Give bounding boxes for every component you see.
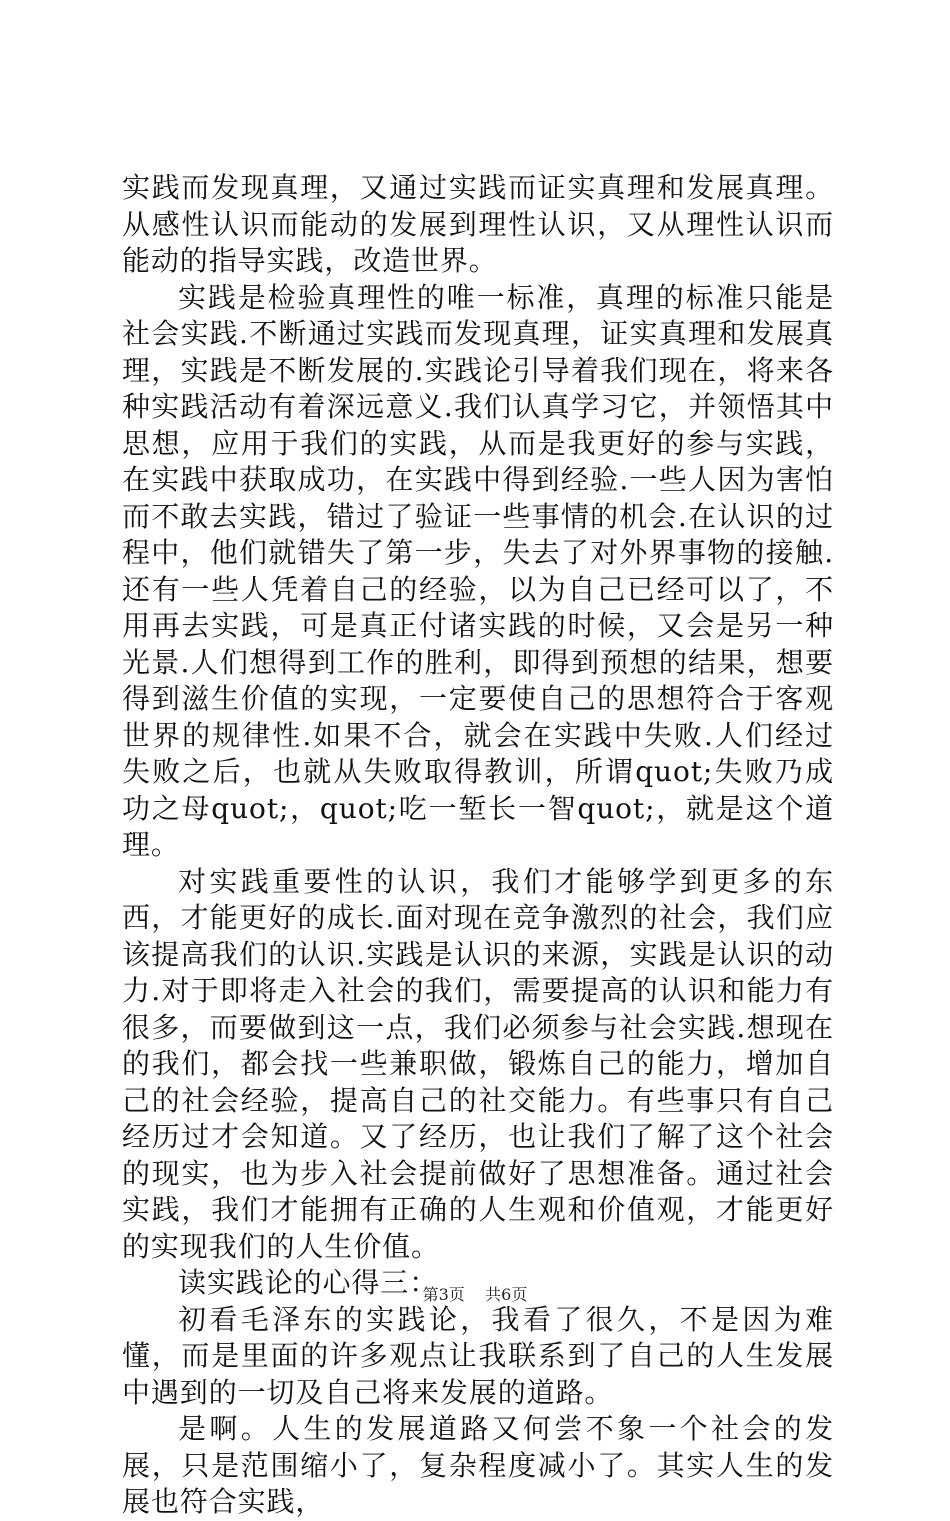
paragraph-practice-importance: 对实践重要性的认识，我们才能够学到更多的东西，才能更好的成长.面对现在竞争激烈的社会，我们应该提高我们的认识.实践是认识的来源，实践是认识的动力.对于即将走入社会的我们，需要提高的认识和能力有很多，而要做到这一点，我们必须参与社会实践.想现在的我们，都会找一些兼职做，锻炼自己的能力，增加自己的社会经验，提高自己的社交能力。有些事只有自己经历过才会知道。又了经历，也让我们了解了这个社会的现实，也为步入社会提前做好了思想准备。通过社会实践，我们才能拥有正确的人生观和价值观，才能更好的实现我们的人生价值。 bbox=[122, 864, 834, 1263]
document-body bbox=[122, 170, 834, 1521]
paragraph-first-reading: 初看毛泽东的实践论，我看了很久，不是因为难懂，而是里面的许多观点让我联系到了自己的人生发展中遇到的一切及自己将来发展的道路。 bbox=[122, 1302, 834, 1409]
paragraph-practice-truth: 实践是检验真理性的唯一标准，真理的标准只能是社会实践.不断通过实践而发现真理，证实真理和发展真理，实践是不断发展的.实践论引导着我们现在，将来各种实践活动有着深远意义.我们认真学习它，并领悟其中思想，应用于我们的实践，从而是我更好的参与实践，在实践中获取成功，在实践中得到经验.一些人因为害怕而不敢去实践，错过了验证一些事情的机会.在认识的过程中，他们就错失了第一步，失去了对外界事物的接触.还有一些人凭着自己的经验，以为自己已经可以了，不用再去实践，可是真正付诸实践的时候，又会是另一种光景.人们想得到工作的胜利，即得到预想的结果，想要得到滋生价值的实现，一定要使自己的思想符合于客观世界的规律性.如果不合，就会在实践中失败.人们经过失败之后，也就从失败取得教训，所谓quot;失败乃成功之母quot;，quot;吃一堑长一智quot;，就是这个道理。 bbox=[122, 280, 834, 861]
page-footer bbox=[0, 1282, 950, 1305]
paragraph-life-development: 是啊。人生的发展道路又何尝不象一个社会的发展，只是范围缩小了，复杂程度减小了。其实人生的发展也符合实践， bbox=[122, 1412, 834, 1518]
page-number: 第3页 bbox=[422, 1285, 465, 1304]
section-heading: 读实践论的心得三： bbox=[178, 1266, 439, 1299]
paragraph-continuation: 实践而发现真理，又通过实践而证实真理和发展真理。从感性认识而能动的发展到理性认识，又从理性认识而能动的指导实践，改造世界。 bbox=[122, 171, 834, 277]
page-separator bbox=[470, 1285, 480, 1304]
page-total: 共6页 bbox=[485, 1285, 528, 1304]
